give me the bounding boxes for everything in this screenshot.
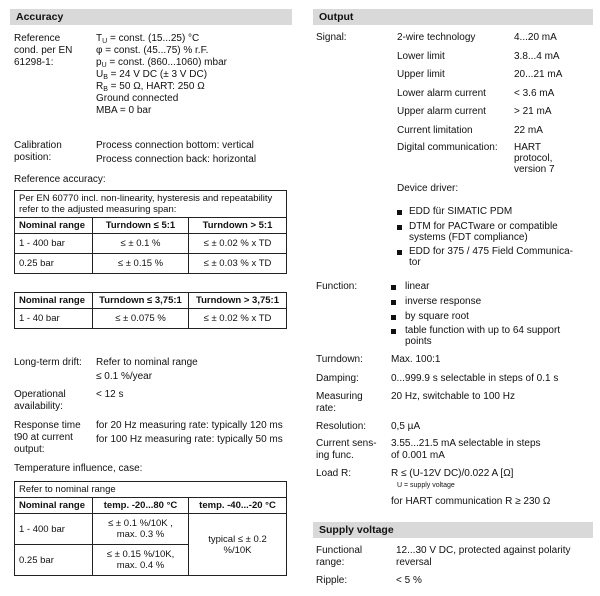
table-cell: ≤ ± 0.03 % x TD [189,254,287,274]
device-driver-item: EDD for 375 / 475 Field Communica- [409,246,573,257]
sensing-value-2: of 0.001 mA [391,450,445,461]
table-cell: ≤ ± 0.1 %/10K , max. 0.3 % [93,514,189,545]
signal-row-value: 4...20 mA [514,32,557,43]
turndown-label: Turndown: [316,354,363,365]
digital-comm-value-3: version 7 [514,164,555,175]
damping-label: Damping: [316,373,359,384]
bullet-icon [391,285,396,290]
supply-voltage-header: Supply voltage [313,522,593,538]
calib-value-2: Process connection back: horizontal [96,154,257,165]
ref-cond-value: $T_U$ = const. (15...25) °C [96,33,200,45]
sensing-value-1: 3.55...21.5 mA selectable in steps [391,438,541,449]
bullet-icon [397,250,402,255]
turndown-value: Max. 100:1 [391,354,441,365]
accuracy-table-2 [14,292,287,329]
table2-header-td1: Turndown ≤ 3,75:1 [93,293,189,309]
ref-cond-subscript: U [102,38,108,45]
table-cell: ≤ ± 0.1 % [93,234,189,254]
load-value: R ≤ (U-12V DC)/0.022 A [Ω] [391,468,514,479]
ref-cond-label-1: Reference [14,33,61,44]
bullet-icon [397,225,402,230]
accuracy-header: Accuracy [10,9,292,25]
function-item: by square root [405,311,469,322]
response-value-1: for 20 Hz measuring rate: typically 120 ms [96,420,283,431]
temp-influence-label: Temperature influence, case: [14,463,143,474]
signal-row-label: Upper limit [397,69,445,80]
rate-label-1: Measuring [316,391,363,402]
signal-row-value: 20...21 mA [514,69,563,80]
accuracy-table-1 [14,190,287,274]
table2-header-range: Nominal range [15,293,93,309]
ref-accuracy-label: Reference accuracy: [14,174,106,185]
calib-label-2: position: [14,152,52,163]
response-label-3: output: [14,444,45,455]
load-note: U = supply voltage [397,482,455,489]
device-driver-item: DTM for PACTware or compatible [409,221,558,232]
sensing-label-2: ing func. [316,450,354,461]
ref-cond-subscript: B [103,74,108,81]
table-cell: 1 - 400 bar [15,514,93,545]
ref-cond-value: Ground connected [96,93,179,104]
function-item: linear [405,281,430,292]
device-driver-item: systems (FDT compliance) [409,232,528,243]
damping-value: 0...999.9 s selectable in steps of 0.1 s [391,373,559,384]
drift-value-1: Refer to nominal range [96,357,198,368]
signal-row-label: 2-wire technology [397,32,476,43]
table3-merged-cell: typical ≤ ± 0.2 %/10K [189,514,287,576]
ref-cond-label-2: cond. per EN [14,45,73,56]
table-cell: 0.25 bar [15,254,93,274]
calib-value-1: Process connection bottom: vertical [96,140,254,151]
table-cell: 0.25 bar [15,545,93,576]
rate-label-2: rate: [316,403,337,414]
ref-cond-subscript: B [103,86,108,93]
resolution-label: Resolution: [316,421,367,432]
avail-value: < 12 s [96,389,124,400]
ref-cond-value: φ = const. (45...75) % r.F. [96,45,209,56]
avail-label-1: Operational [14,389,66,400]
bullet-icon [397,210,402,215]
drift-value-2: ≤ 0.1 %/year [96,371,153,382]
table1-header-range: Nominal range [15,218,93,234]
ref-cond-label-3: 61298-1: [14,57,54,68]
func-range-label-1: Functional [316,545,363,556]
signal-row-label: Lower limit [397,50,445,62]
table3-header-temp2: temp. -40...-20 °C [189,498,287,514]
table-cell: ≤ ± 0.075 % [93,309,189,329]
signal-row-value: < 3.6 mA [514,87,555,99]
device-driver-item: EDD für SIMATIC PDM [409,206,513,217]
signal-row-label: Current limitation [397,124,473,136]
table2-header-td2: Turndown > 3,75:1 [189,293,287,309]
function-item: inverse response [405,296,482,307]
sensing-label-1: Current sens- [316,438,377,449]
table1-note: Per EN 60770 incl. non-linearity, hysteresis and repeatability refer to the adjusted measuring span: [15,191,287,218]
signal-label: Signal: [316,32,347,43]
response-label-1: Response time [14,420,81,431]
load-hart: for HART communication R ≥ 230 Ω [391,496,551,507]
ref-cond-subscript: U [101,62,107,69]
ref-cond-value: $R_B = 50$ Ω, HART: 250 Ω [96,81,205,93]
calib-label-1: Calibration [14,140,62,151]
table-cell: 1 - 40 bar [15,309,93,329]
ref-cond-value: $U_B = 24$ V DC (± 3 V DC) [96,69,208,81]
signal-row-value: > 21 mA [514,106,552,117]
temperature-table [14,481,287,576]
signal-row-label: Lower alarm current [397,87,486,99]
ripple-label: Ripple: [316,575,348,586]
function-item: table function with up to 64 support [405,325,561,336]
signal-row-value: 22 mA [514,124,543,136]
bullet-icon [391,300,396,305]
resolution-value: 0,5 µA [391,421,421,432]
table3-header-temp1: temp. -20...80 °C [93,498,189,514]
table3-note: Refer to nominal range [15,482,287,498]
table3-header-range: Nominal range [15,498,93,514]
bullet-icon [391,329,396,334]
ref-cond-value: $p_U$ = const. (860...1060) mbar [96,57,227,69]
table-cell: ≤ ± 0.15 % [93,254,189,274]
digital-comm-label: Digital communication: [397,142,498,153]
avail-label-2: availability: [14,401,63,412]
table-cell: ≤ ± 0.02 % x TD [189,234,287,254]
ref-cond-value: MBA = 0 bar [96,105,152,116]
device-driver-label: Device driver: [397,183,459,194]
signal-row-value: 3.8...4 mA [514,50,560,62]
table1-header-td1: Turndown ≤ 5:1 [93,218,189,234]
func-range-value-1: 12...30 V DC, protected against polarity [396,545,571,556]
signal-row-label: Upper alarm current [397,106,486,117]
digital-comm-value-2: protocol, [514,153,553,164]
response-value-2: for 100 Hz measuring rate: typically 50 ms [96,434,283,445]
table-cell: ≤ ± 0.15 %/10K, max. 0.4 % [93,545,189,576]
bullet-icon [391,315,396,320]
func-range-value-2: reversal [396,557,432,568]
drift-label: Long-term drift: [14,357,82,368]
table-cell: 1 - 400 bar [15,234,93,254]
table-cell: ≤ ± 0.02 % x TD [189,309,287,329]
function-label: Function: [316,281,358,292]
rate-value: 20 Hz, switchable to 100 Hz [391,391,515,402]
table1-header-td2: Turndown > 5:1 [189,218,287,234]
response-label-2: t90 at current [14,432,73,443]
ripple-value: < 5 % [396,575,422,586]
func-range-label-2: range: [316,557,345,568]
function-item: points [405,336,432,347]
output-header: Output [313,9,593,25]
load-label: Load R: [316,468,352,479]
device-driver-item: tor [409,257,421,268]
digital-comm-value-1: HART [514,142,542,153]
